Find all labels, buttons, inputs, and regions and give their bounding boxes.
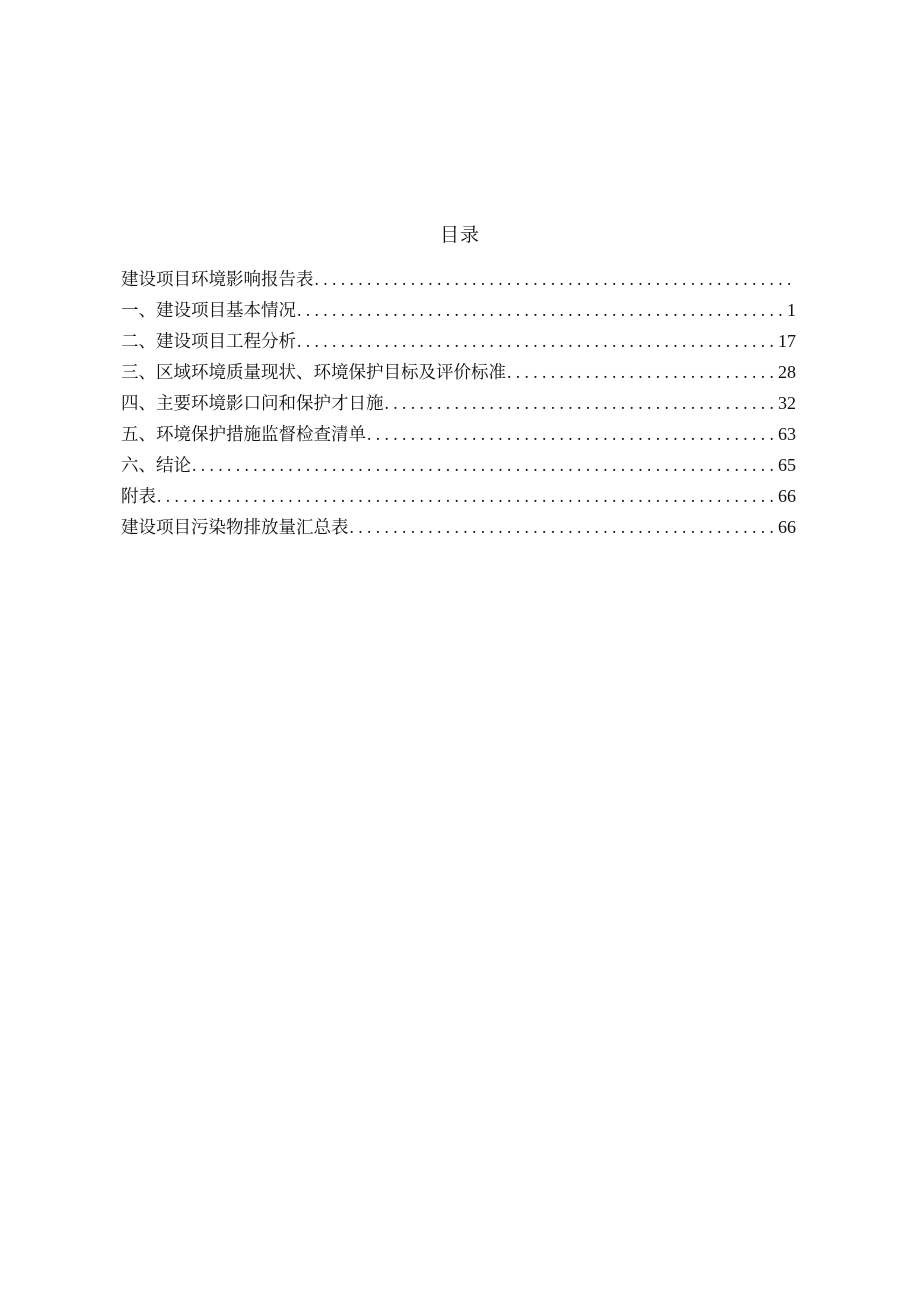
toc-entry-label: 附表 — [121, 487, 156, 507]
toc-entry[interactable] — [121, 512, 796, 543]
toc-entry-label: 三、区域环境质量现状、环境保护目标及评价标准 — [121, 363, 506, 383]
table-of-contents — [121, 264, 796, 543]
toc-entry-page: 28 — [778, 362, 796, 382]
toc-entry-page: 32 — [778, 393, 796, 413]
toc-entry[interactable] — [121, 357, 796, 388]
toc-entry-label: 二、建设项目工程分析 — [121, 332, 296, 352]
toc-leader-dots — [507, 357, 776, 388]
toc-leader-dots — [350, 512, 777, 543]
toc-entry-label: 六、结论 — [121, 456, 191, 476]
toc-entry-label: 一、建设项目基本情况 — [121, 301, 296, 321]
toc-entry[interactable] — [121, 419, 796, 450]
toc-entry-page: 63 — [778, 424, 796, 444]
toc-entry[interactable] — [121, 326, 796, 357]
toc-entry-page: 66 — [778, 486, 796, 506]
toc-entry[interactable] — [121, 295, 796, 326]
toc-leader-dots — [367, 419, 776, 450]
toc-entry-label: 建设项目环境影响报告表 — [121, 270, 314, 290]
toc-entry[interactable] — [121, 388, 796, 419]
toc-leader-dots — [385, 388, 777, 419]
toc-entry[interactable] — [121, 264, 796, 295]
toc-title: 目录 — [439, 224, 480, 246]
toc-leader-dots — [297, 295, 785, 326]
toc-entry-label: 五、环境保护措施监督检查清单 — [121, 425, 366, 445]
toc-entry-label: 四、主要环境影口问和保护才日施 — [121, 394, 384, 414]
toc-entry[interactable] — [121, 481, 796, 512]
toc-entry-page: 17 — [778, 331, 796, 351]
toc-entry-page: 66 — [778, 517, 796, 537]
toc-entry-page: 65 — [778, 455, 796, 475]
toc-entry-page: 1 — [787, 300, 796, 320]
toc-entry-label: 建设项目污染物排放量汇总表 — [121, 518, 349, 538]
toc-leader-dots — [297, 326, 776, 357]
toc-leader-dots — [315, 264, 795, 295]
toc-leader-dots — [192, 450, 776, 481]
toc-entry[interactable] — [121, 450, 796, 481]
toc-leader-dots — [157, 481, 776, 512]
